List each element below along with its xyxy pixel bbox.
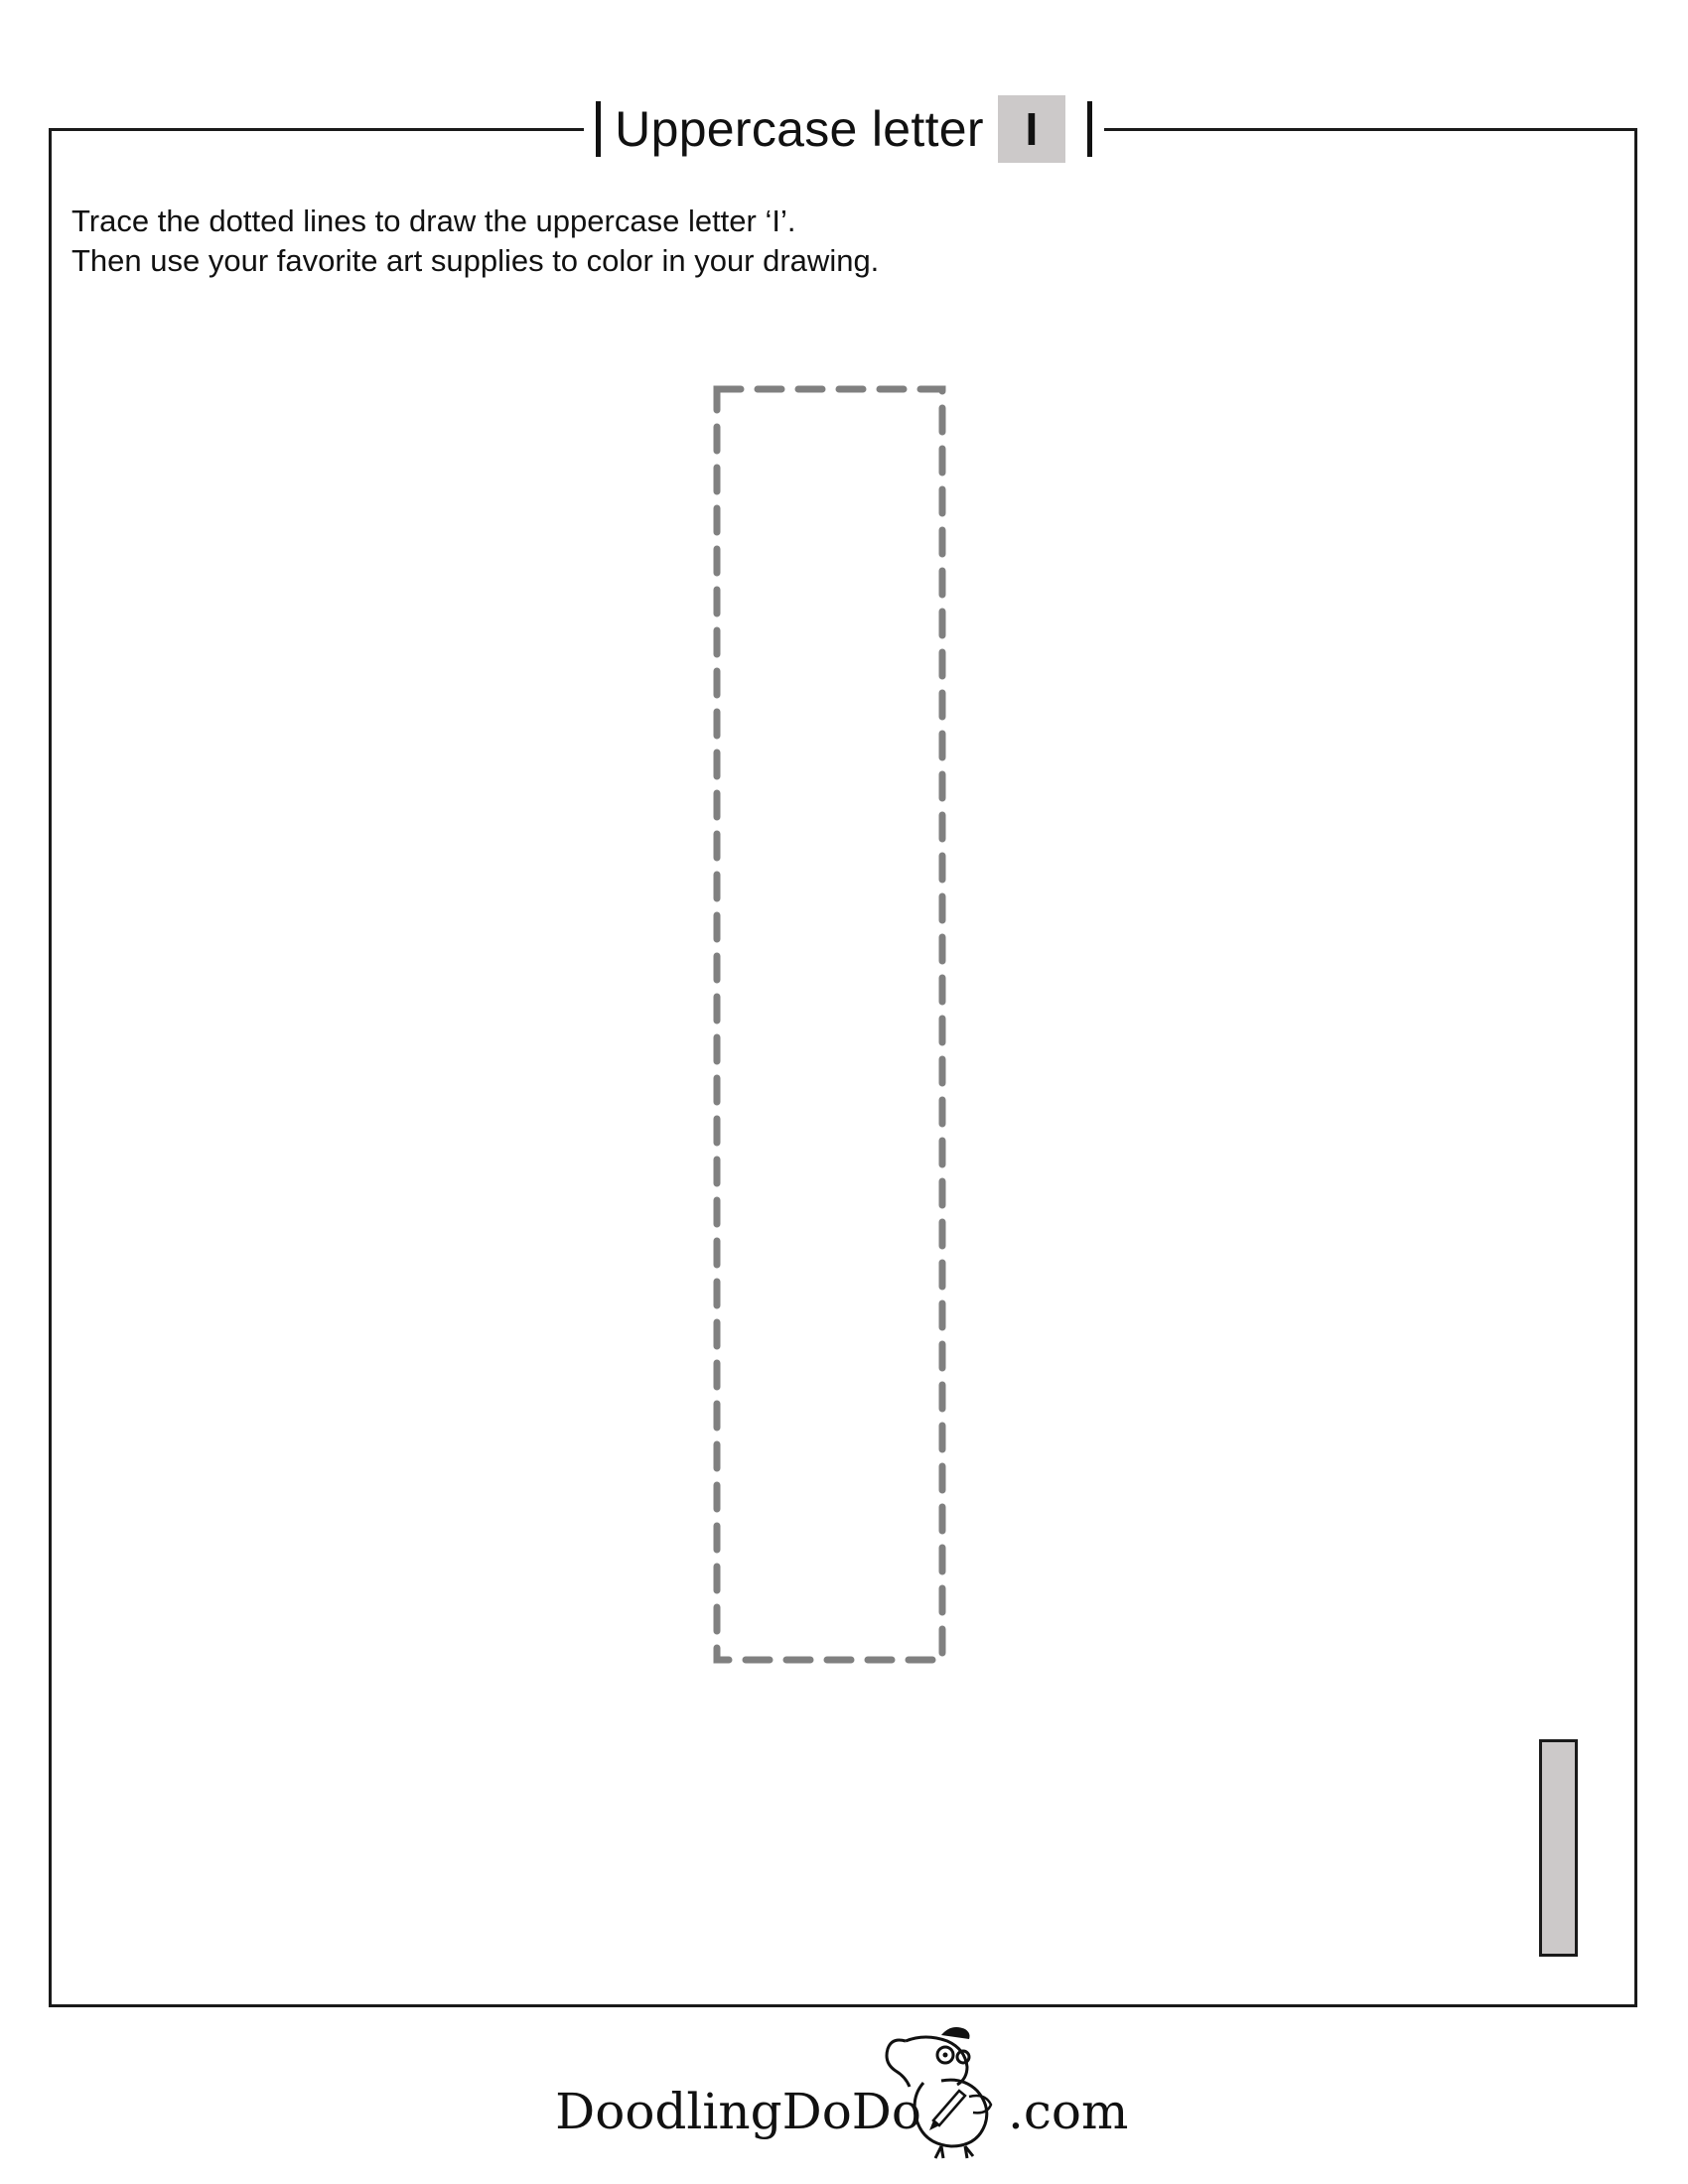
brand-name: DoodlingDoDo: [555, 2083, 921, 2140]
dotted-letter-outline: [717, 389, 942, 1660]
color-swatch: [1539, 1739, 1578, 1957]
instruction-line: Then use your favorite art supplies to color in your drawing.: [71, 243, 880, 278]
footer: [0, 2013, 1688, 2162]
dodo-bird-icon: [876, 2013, 1015, 2162]
brand-domain: .com: [1008, 2083, 1129, 2140]
page-title: Uppercase letter: [615, 101, 984, 157]
letter-badge-label: I: [1025, 103, 1039, 155]
instruction-line: Trace the dotted lines to draw the uppercase letter ‘I’.: [71, 204, 796, 238]
